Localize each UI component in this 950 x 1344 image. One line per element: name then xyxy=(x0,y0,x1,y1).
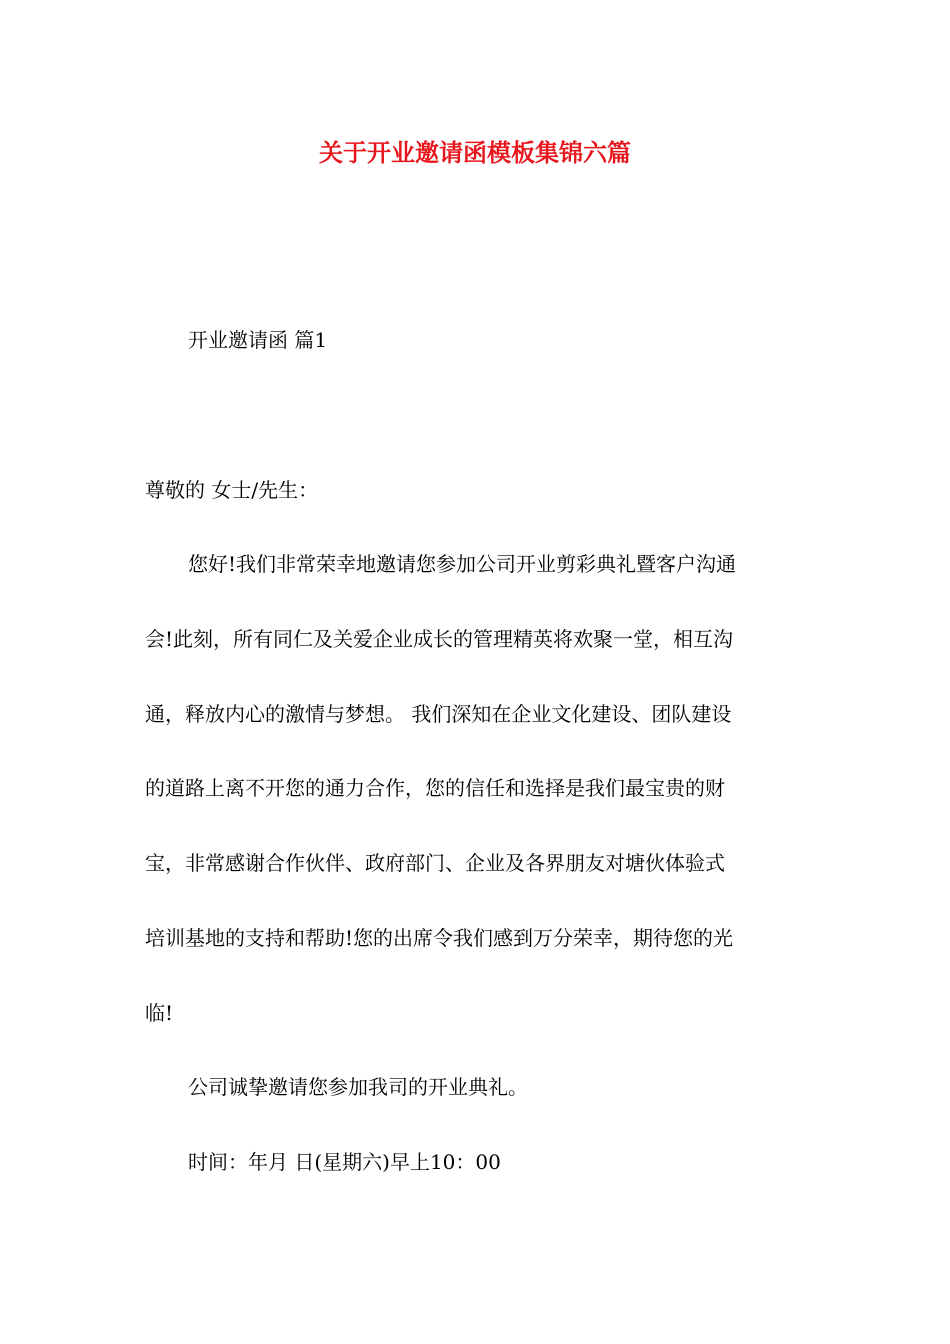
salutation: 尊敬的 女士/先生： xyxy=(145,478,319,502)
paragraph-line: 宝，非常感谢合作伙伴、政府部门、企业及各界朋友对塘伙体验式 xyxy=(145,851,725,875)
document-title: 关于开业邀请函模板集锦六篇 xyxy=(319,139,631,167)
paragraph-line: 会!此刻，所有同仁及关爱企业成长的管理精英将欢聚一堂，相互沟 xyxy=(145,627,734,651)
paragraph-line: 您好!我们非常荣幸地邀请您参加公司开业剪彩典礼暨客户沟通 xyxy=(188,552,737,576)
paragraph-line: 临! xyxy=(145,1001,174,1025)
section-heading: 开业邀请函 篇1 xyxy=(188,328,328,352)
paragraph-line: 通，释放内心的激情与梦想。 我们深知在企业文化建设、团队建设 xyxy=(145,702,732,726)
time-line: 时间：年月 日(星期六)早上10：00 xyxy=(188,1150,501,1174)
paragraph-line: 培训基地的支持和帮助!您的出席令我们感到万分荣幸，期待您的光 xyxy=(145,926,734,950)
invitation-line: 公司诚挚邀请您参加我司的开业典礼。 xyxy=(188,1075,528,1099)
paragraph-line: 的道路上离不开您的通力合作，您的信任和选择是我们最宝贵的财 xyxy=(145,776,725,800)
